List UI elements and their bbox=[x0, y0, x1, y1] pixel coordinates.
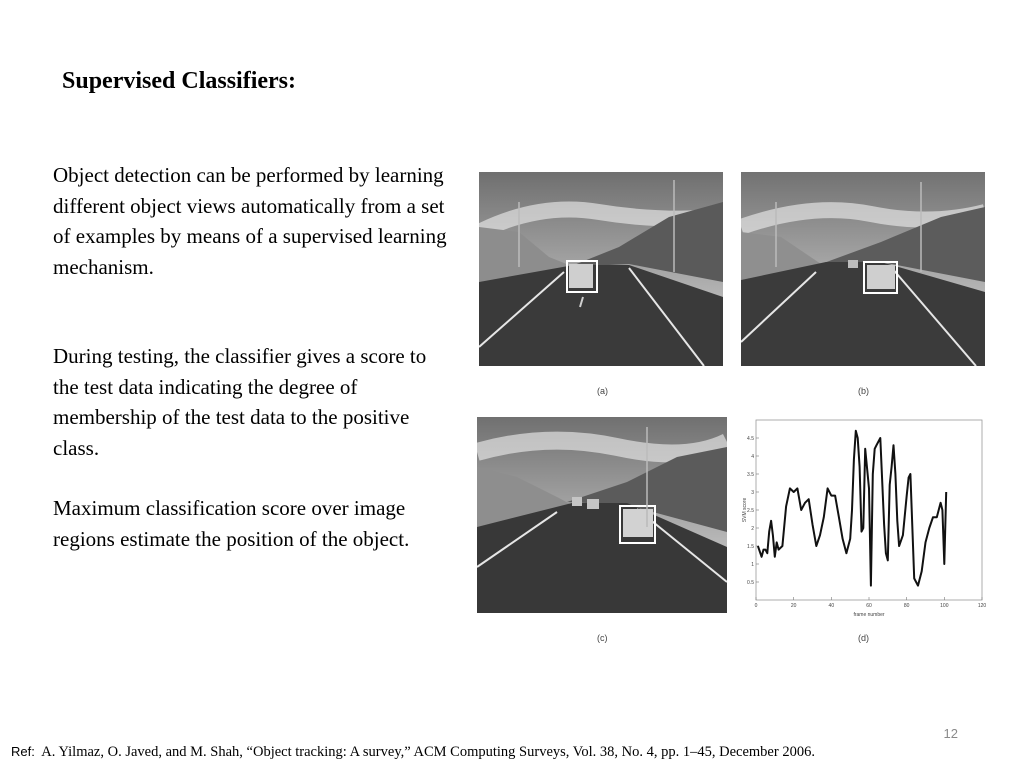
x-tick-label: 60 bbox=[866, 603, 872, 609]
x-tick-label: 40 bbox=[828, 603, 835, 609]
caption-b: (b) bbox=[858, 386, 869, 396]
highway-frame-c bbox=[477, 417, 727, 613]
reference-label: Ref: bbox=[11, 744, 35, 759]
y-tick-label: 3 bbox=[751, 490, 754, 496]
y-tick-label: 1 bbox=[751, 562, 754, 568]
y-tick-label: 4.5 bbox=[747, 436, 754, 442]
x-tick-label: 120 bbox=[977, 603, 987, 609]
x-tick-label: 20 bbox=[790, 603, 797, 609]
caption-a: (a) bbox=[597, 386, 608, 396]
highway-frame-b bbox=[741, 172, 985, 366]
reference bbox=[11, 744, 815, 761]
paragraph-object-detection: Object detection can be performed by learning different object views automatically from a set of examples by means of a supervised learning mechanism. bbox=[53, 163, 447, 279]
y-tick-label: 2.5 bbox=[747, 508, 754, 514]
caption-d: (d) bbox=[858, 633, 869, 643]
y-tick-label: 1.5 bbox=[747, 544, 754, 550]
y-tick-label: 0.5 bbox=[747, 580, 754, 586]
x-tick-label: 100 bbox=[940, 603, 949, 609]
page-number: 12 bbox=[943, 726, 958, 741]
caption-c: (c) bbox=[597, 633, 608, 643]
y-tick-label: 3.5 bbox=[747, 472, 754, 478]
slide-title: Supervised Classifiers: bbox=[62, 68, 296, 94]
svm-score-plot bbox=[742, 415, 990, 620]
x-tick-label: 0 bbox=[754, 603, 758, 609]
paragraph-max-score: Maximum classification score over image regions estimate the position of the object. bbox=[53, 496, 410, 551]
x-tick-label: 80 bbox=[903, 603, 910, 609]
paragraph-testing-score: During testing, the classifier gives a score to the test data indicating the degree of membership of the test data to the positive class. bbox=[53, 344, 427, 460]
y-axis-label: SVM score bbox=[742, 497, 748, 523]
highway-frame-a bbox=[479, 172, 723, 366]
reference-text: A. Yilmaz, O. Javed, and M. Shah, “Object tracking: A survey,” ACM Computing Surveys, Vol. 38, No. 4, pp. 1–45, December 2006. bbox=[41, 744, 815, 760]
y-tick-label: 4 bbox=[751, 454, 754, 460]
x-axis-label: frame number bbox=[853, 612, 885, 618]
y-tick-label: 2 bbox=[751, 526, 754, 532]
